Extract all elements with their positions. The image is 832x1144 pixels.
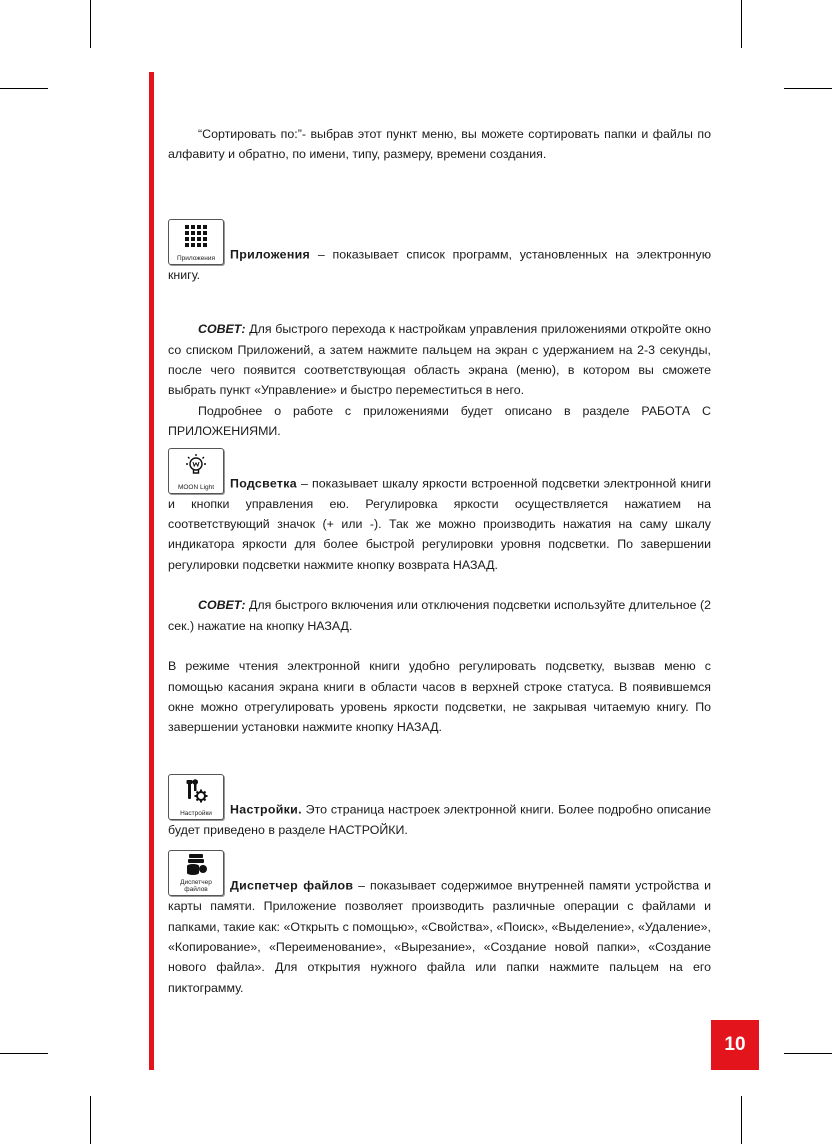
database-icon: [169, 853, 223, 875]
apps-more: Подробнее о работе с приложениями будет описано в разделе РАБОТА С ПРИЛОЖЕНИЯМИ.: [168, 403, 711, 439]
settings-icon-label: Настройки: [180, 809, 212, 817]
apps-tip-text: Для быстрого перехода к настройкам управления приложениями откройте окно со списком Приложений, а затем нажмите пальцем на экран с удержанием на 2-3 секунды, после чего появится соответствующая область экрана (меню), в котором вы сможете выбрать пункт «Управление» и быстро переместиться в него.: [168, 322, 711, 398]
backlight-term: Подсветка: [230, 476, 297, 491]
apps-icon-box: [168, 219, 224, 265]
crop-mark: [90, 0, 91, 48]
settings-term: Настройки.: [230, 802, 302, 817]
sort-paragraph: “Сортировать по:”- выбрав этот пункт меню, вы можете сортировать папки и файлы по алфавиту и обратно, по имени, типу, размеру, времени создания.: [168, 127, 711, 162]
file-manager-term: Диспетчер файлов: [230, 878, 354, 893]
apps-tip-label: СОВЕТ:: [198, 322, 246, 337]
apps-tip: [168, 319, 711, 401]
crop-mark: [741, 0, 742, 48]
settings-text: Это страница настроек электронной книги. Более подробно описание будет приведено в разделе НАСТРОЙКИ.: [168, 802, 711, 837]
tools-gear-icon: [169, 778, 223, 804]
crop-mark: [741, 1096, 742, 1144]
apps-text: – показывает список программ, установленных на электронную книгу.: [168, 247, 711, 282]
backlight-paragraph: [168, 448, 711, 576]
settings-paragraph: [168, 774, 711, 840]
crop-mark: [784, 88, 832, 89]
backlight-icon-label: MOON Light: [177, 483, 215, 491]
apps-paragraph: [168, 219, 711, 285]
reading-mode-paragraph: В режиме чтения электронной книги удобно регулировать подсветку, вызвав меню с помощью касания экрана книги в области часов в верхней строке статуса. В появившемся окне можно отрегулировать уровень яркости подсветки, не закрывая читаемую книгу. По завершении установки нажмите кнопку НАЗАД.: [168, 659, 711, 735]
settings-icon-box: [168, 774, 224, 820]
crop-mark: [784, 1053, 832, 1054]
file-manager-icon-box: [168, 850, 224, 896]
file-manager-icon-label: Диспетчер файлов: [180, 879, 212, 894]
file-manager-paragraph: [168, 850, 711, 998]
apps-icon-label: Приложения: [176, 254, 216, 262]
file-manager-text: – показывает содержимое внутренней памяти устройства и карты памяти. Приложение позволяет производить различные операции с файлами и папками, такие как: «Открыть с помощью», «Свойства», «Поиск», «Выделение», «Удаление», «Копирование», «Переименование», «Вырезание», «Создание новой папки», «Создание нового файла». Для открытия нужного файла или папки нажмите пальцем на его пиктограмму.: [168, 878, 711, 995]
backlight-text: – показывает шкалу яркости встроенной подсветки электронной книги и кнопки управления ею. Регулировка яркости осуществляется нажатием на соответствующий значок (+ или -). Так же можно производить нажатия на саму шкалу индикатора яркости для более быстрой регулировки уровня подсветки. По завершении регулировки подсветки нажмите кнопку возврата НАЗАД.: [168, 476, 711, 572]
crop-mark: [0, 88, 48, 89]
crop-mark: [0, 1053, 48, 1054]
page-number: 10: [711, 1020, 759, 1070]
backlight-tip: [168, 595, 711, 636]
backlight-icon-box: [168, 448, 224, 494]
backlight-tip-label: СОВЕТ:: [198, 598, 246, 613]
backlight-tip-text: Для быстрого включения или отключения подсветки используйте длительное (2 сек.) нажатие на кнопку НАЗАД.: [168, 598, 711, 633]
crop-mark: [90, 1096, 91, 1144]
page-content: [168, 124, 711, 998]
apps-grid-icon: [169, 223, 223, 249]
margin-rule: [149, 72, 154, 1070]
bulb-icon: [169, 452, 223, 478]
apps-term: Приложения: [230, 247, 311, 262]
